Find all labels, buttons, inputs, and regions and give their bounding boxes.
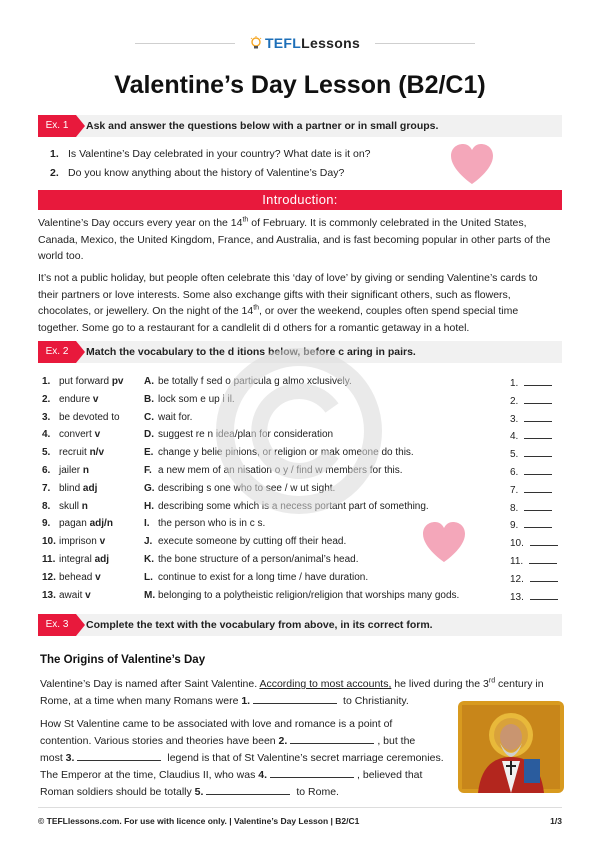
vocab-row xyxy=(42,412,558,426)
ex3-bar xyxy=(38,614,562,636)
ex2-bar xyxy=(38,341,562,363)
question-2: 2. Do you know anything about the history of Valentine’s Day? xyxy=(50,167,345,179)
text-line-4: contention. Various stories and theories have been 2. , but the xyxy=(40,735,416,747)
definition-letter: J. xyxy=(144,536,153,548)
page-title: Valentine’s Day Lesson (B2/C1) xyxy=(114,71,486,99)
definition-text: the bone structure of a person/animal’s head. xyxy=(158,554,359,565)
text-line-1: Valentine’s Day is named after Saint Valentine. According to most accounts, he lived during the 3rd century in xyxy=(40,677,544,690)
ex1-bar xyxy=(38,115,562,137)
answer-slot[interactable]: 13. xyxy=(510,590,558,603)
definition-letter: E. xyxy=(144,447,154,459)
definition-text: continue to exist for a long time / have duration. xyxy=(158,571,369,583)
heart-icon xyxy=(420,520,468,564)
ex2-tag: Ex. 2 xyxy=(38,341,76,363)
definition-text: describing some which is a necess portant part of something. xyxy=(158,500,429,512)
answer-blank[interactable] xyxy=(524,429,552,439)
answer-slot[interactable]: 10. xyxy=(510,536,558,549)
text-line-7: Roman soldiers should be totally 5. to Rome. xyxy=(40,786,339,798)
vocab-word: convert v xyxy=(59,429,101,441)
answer-blank[interactable] xyxy=(529,554,557,564)
answer-blank[interactable] xyxy=(530,572,558,582)
definition-letter: H. xyxy=(144,500,154,512)
answer-slot[interactable]: 7. xyxy=(510,483,552,496)
vocab-row xyxy=(42,483,558,497)
header-rule-right xyxy=(375,43,475,44)
vocab-number: 3. xyxy=(42,411,51,423)
text-line-2: Rome, at a time when many Romans were 1. to Christianity. xyxy=(40,695,409,707)
text-line-3: How St Valentine came to be associated with love and romance is a point of xyxy=(40,718,393,730)
answer-blank[interactable] xyxy=(524,447,552,457)
answer-blank[interactable] xyxy=(524,518,552,528)
answer-slot[interactable]: 11. xyxy=(510,554,557,567)
ex1-instruction: Ask and answer the questions below with a partner or in small groups. xyxy=(86,120,439,132)
vocab-word: blind adj xyxy=(59,482,98,494)
intro-paragraph-2: It’s not a public holiday, but people often celebrate this ‘day of love’ by giving or sending Valentine’s cards to their partners or love interests. Some also exchange gifts with their significant others, such as flowers, chocolates, or jewellery. On the night of the 14th, or over the weekend, couples often spend special time together. Some go to a restaurant for a candlelit di d others for a romantic getaway in a hotel. xyxy=(38,272,538,334)
vocab-word: recruit n/v xyxy=(59,447,105,459)
ex2-instruction: Match the vocabulary to the d itions below, before c aring in pairs. xyxy=(86,346,416,358)
answer-blank[interactable] xyxy=(524,376,552,386)
gap-5[interactable] xyxy=(206,785,290,795)
vocab-word: imprison v xyxy=(59,536,106,548)
definition-letter: D. xyxy=(144,429,154,441)
definition-letter: A. xyxy=(144,376,154,387)
definition-letter: I. xyxy=(144,518,150,530)
definition-letter: M. xyxy=(144,589,156,601)
section-subheading: The Origins of Valentine’s Day xyxy=(40,654,206,666)
answer-slot[interactable]: 8. xyxy=(510,501,552,514)
ex3-instruction: Complete the text with the vocabulary from above, in its correct form. xyxy=(86,619,433,631)
vocab-number: 2. xyxy=(42,393,51,405)
page-number: 1/3 xyxy=(550,816,562,826)
answer-blank[interactable] xyxy=(530,536,558,546)
answer-slot[interactable]: 1. xyxy=(510,376,552,389)
definition-text: wait for. xyxy=(158,411,193,423)
vocab-row xyxy=(42,394,558,408)
gap-1[interactable] xyxy=(253,694,337,704)
answer-blank[interactable] xyxy=(524,501,552,511)
answer-slot[interactable]: 3. xyxy=(510,412,552,425)
footer xyxy=(38,816,562,826)
definition-text: a new mem of an nisation o y / find w members for this. xyxy=(158,465,403,476)
definition-text: suggest re n idea/plan for consideration xyxy=(158,429,334,441)
heart-icon xyxy=(448,142,496,186)
answer-blank[interactable] xyxy=(524,483,552,493)
definition-text: be totally f sed o particula g almo xclusively. xyxy=(158,376,352,387)
vocab-number: 8. xyxy=(42,500,51,512)
vocab-word: await v xyxy=(59,589,91,601)
vocab-row xyxy=(42,376,558,390)
vocab-number: 10. xyxy=(42,536,56,548)
footer-copyright: © TEFLlessons.com. For use with licence only. | Valentine’s Day Lesson | B2/C1 xyxy=(38,816,360,826)
intro-paragraph-1: Valentine’s Day occurs every year on the 14th of February. It is commonly celebrated in the United States, Canada, Mexico, the United Kingdom, France, and Australia, and is fast becoming popular in other parts of the world too. xyxy=(38,216,551,262)
definition-letter: C. xyxy=(144,411,154,423)
answer-blank[interactable] xyxy=(524,465,552,475)
answer-slot[interactable]: 5. xyxy=(510,447,552,460)
vocab-number: 5. xyxy=(42,447,51,459)
vocab-row xyxy=(42,536,558,550)
lightbulb-icon xyxy=(250,36,262,50)
vocab-word: integral adj xyxy=(59,554,110,565)
vocab-number: 6. xyxy=(42,465,51,476)
answer-slot[interactable]: 2. xyxy=(510,394,552,407)
vocab-number: 7. xyxy=(42,482,51,494)
definition-text: change y belie pinions, or religion or mak omeone do this. xyxy=(158,447,414,459)
logo-tefl: TEFL xyxy=(264,35,302,51)
answer-slot[interactable]: 4. xyxy=(510,429,552,442)
definition-text: lock som e up i il. xyxy=(158,393,235,405)
tefl-lessons-logo xyxy=(240,33,370,53)
definition-letter: F. xyxy=(144,465,152,476)
text-line-5: most 3. legend is that of St Valentine’s secret marriage ceremonies. xyxy=(40,752,444,764)
vocab-word: skull n xyxy=(59,500,88,512)
vocab-row xyxy=(42,501,558,515)
answer-slot[interactable]: 6. xyxy=(510,465,552,478)
definition-text: execute someone by cutting off their head. xyxy=(158,536,347,548)
vocab-number: 13. xyxy=(42,589,56,601)
vocab-word: be devoted to xyxy=(59,411,120,423)
vocab-row xyxy=(42,590,558,604)
vocab-row xyxy=(42,518,558,532)
vocab-word: behead v xyxy=(59,571,101,583)
vocab-number: 4. xyxy=(42,429,51,441)
vocab-word: jailer n xyxy=(59,465,90,476)
logo-lessons: Lessons xyxy=(301,35,361,51)
vocab-number: 11. xyxy=(42,554,56,565)
vocab-row xyxy=(42,572,558,586)
ex3-tag: Ex. 3 xyxy=(38,614,76,636)
definition-letter: G. xyxy=(144,482,155,494)
brand-header xyxy=(0,31,600,55)
gap-4[interactable] xyxy=(270,768,354,778)
header-rule-left xyxy=(135,43,235,44)
saint-valentine-icon-image xyxy=(458,701,564,793)
vocab-word: pagan adj/n xyxy=(59,518,113,530)
answer-blank[interactable] xyxy=(524,412,552,422)
definition-letter: K. xyxy=(144,554,154,565)
introduction-heading: Introduction: xyxy=(38,190,562,210)
definition-text: the person who is in c s. xyxy=(158,518,266,530)
answer-slot[interactable]: 12. xyxy=(510,572,558,585)
vocab-number: 12. xyxy=(42,571,56,583)
definition-text: describing s one who to see / w ut sight. xyxy=(158,482,336,494)
gap-3[interactable] xyxy=(77,751,161,761)
vocab-row xyxy=(42,554,558,568)
vocab-row xyxy=(42,447,558,461)
definition-letter: B. xyxy=(144,393,154,405)
question-1: 1. Is Valentine’s Day celebrated in your country? What date is it on? xyxy=(50,148,371,160)
definition-text: belonging to a polytheistic religion/religion that worships many gods. xyxy=(158,589,460,601)
vocab-row xyxy=(42,429,558,443)
text-line-6: The Emperor at the time, Claudius II, who was 4. , believed that xyxy=(40,769,423,781)
vocab-number: 1. xyxy=(42,376,51,387)
gap-2[interactable] xyxy=(290,734,374,744)
vocab-word: endure v xyxy=(59,393,99,405)
vocab-row xyxy=(42,465,558,479)
ex1-tag: Ex. 1 xyxy=(38,115,76,137)
answer-blank[interactable] xyxy=(524,394,552,404)
vocab-number: 9. xyxy=(42,518,51,530)
answer-blank[interactable] xyxy=(530,590,558,600)
answer-slot[interactable]: 9. xyxy=(510,518,552,531)
footer-rule xyxy=(38,807,562,808)
definition-letter: L. xyxy=(144,571,153,583)
vocab-word: put forward pv xyxy=(59,376,124,387)
